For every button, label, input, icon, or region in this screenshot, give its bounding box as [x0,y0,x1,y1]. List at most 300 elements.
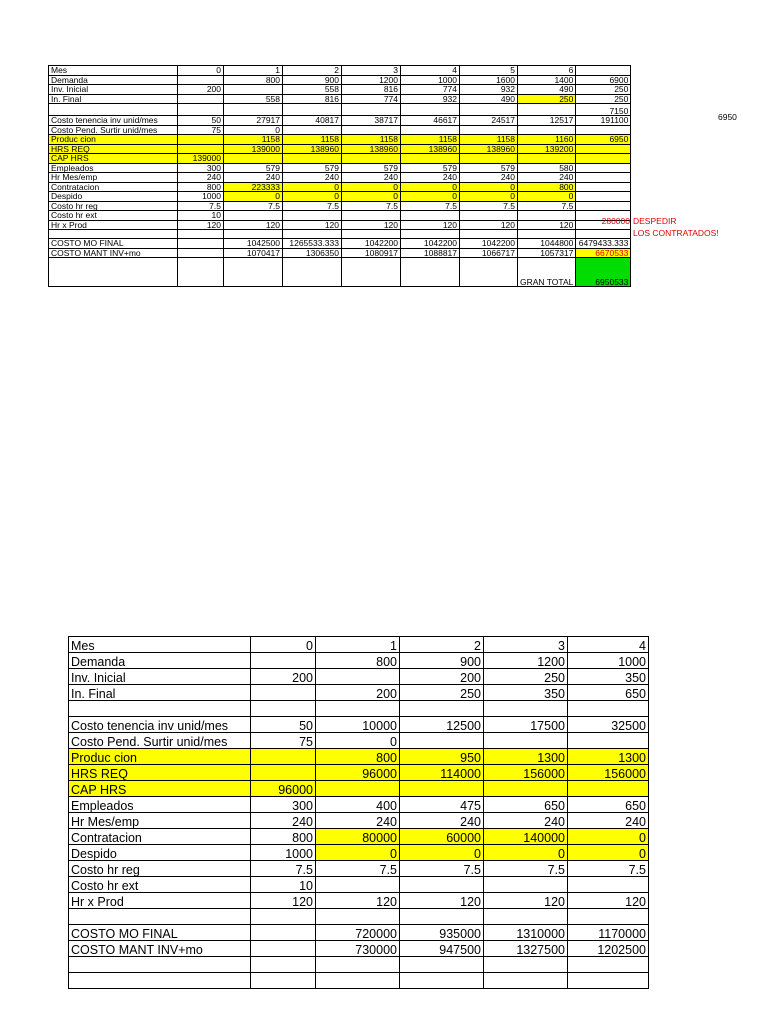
table-row [49,75,737,85]
table-cell: 1000 [401,75,460,85]
table-cell: 38717 [342,116,401,126]
table-cell: 27917 [224,116,283,126]
table-row [69,893,649,909]
table-row [69,653,649,669]
table-cell: 800 [316,653,400,669]
row-label: Costo hr reg [49,201,178,211]
table-cell: 200 [400,669,484,685]
table-cell [576,230,631,239]
table-cell [484,957,568,973]
table-cell [178,144,224,154]
table-cell: 240 [251,813,316,829]
table-cell: 7.5 [283,201,342,211]
table-row [49,144,737,154]
table-row [49,239,737,249]
table-cell: 120 [484,893,568,909]
row-label: Mes [49,66,178,76]
row-label: Empleados [49,163,178,173]
note-line-1: DESPEDIR [633,216,677,226]
table-cell [316,877,400,893]
table-cell: 579 [460,163,518,173]
table-cell: 120 [400,893,484,909]
table-cell: 139200 [518,144,576,154]
table-cell: 1160 [518,135,576,145]
table-cell: 240 [401,173,460,183]
table-row [69,829,649,845]
table-cell: 900 [283,75,342,85]
table-cell: 24517 [460,116,518,126]
row-label: Costo hr ext [49,211,178,221]
table-cell [518,230,576,239]
table-cell: 800 [316,749,400,765]
table-cell: 139000 [224,144,283,154]
table-cell: 1 [224,66,283,76]
table-cell [460,230,518,239]
row-label: Inv. Inicial [49,85,178,95]
table-cell: 12500 [400,717,484,733]
table-cell: 0 [401,192,460,202]
table-cell: 950 [400,749,484,765]
table-cell [224,85,283,95]
row-label: COSTO MO FINAL [49,239,178,249]
table-cell: 3 [342,66,401,76]
table-cell [342,125,401,135]
table-cell: 650 [568,797,649,813]
table-row [49,182,737,192]
table-cell: 240 [568,813,649,829]
table-cell: 1000 [251,845,316,861]
table-cell: 120 [568,893,649,909]
table-cell: 800 [224,75,283,85]
table-cell: 720000 [316,925,400,941]
row-label: Costo Pend. Surtir unid/mes [49,125,178,135]
table-cell [178,104,224,116]
production-plan-table-2 [68,636,649,989]
table-row [49,104,737,116]
table-cell: 0 [178,66,224,76]
table-cell: 200 [316,685,400,701]
row-label: Empleados [69,797,251,813]
note-line-2: LOS CONTRATADOS! [633,228,719,238]
table-row [69,685,649,701]
table-cell: 0 [224,192,283,202]
row-label [69,973,251,989]
table-cell: 1080917 [342,248,401,258]
table-cell: 3 [484,637,568,653]
table-cell: 1044800 [518,239,576,249]
table-cell: 1306350 [283,248,342,258]
table-cell [518,125,576,135]
table-cell: 0 [401,182,460,192]
table-cell: 250 [576,85,631,95]
table-cell: 1 [316,637,400,653]
table-cell: 579 [401,163,460,173]
row-label [69,701,251,717]
row-label: HRS REQ [69,765,251,781]
table-cell: 1202500 [568,941,649,957]
table-cell [342,104,401,116]
grand-total-label: GRAN TOTAL [518,258,576,287]
table-cell: 0 [251,637,316,653]
table-cell [251,765,316,781]
table-cell: 46617 [401,116,460,126]
table-row [69,701,649,717]
table-cell: 1200 [342,75,401,85]
table-cell: 932 [401,94,460,104]
table-cell: 2 [400,637,484,653]
row-label: COSTO MANT INV+mo [49,248,178,258]
row-label: Hr Mes/emp [49,173,178,183]
row-label: Costo tenencia inv unid/mes [69,717,251,733]
table-cell: 10000 [316,717,400,733]
table-cell [576,182,631,192]
table-cell: 6479433.333 [576,239,631,249]
table-cell: 250 [576,94,631,104]
table-cell [316,909,400,925]
table-cell: 7.5 [251,861,316,877]
table-row [69,717,649,733]
blank-cell [631,182,737,192]
table-row [69,941,649,957]
row-label: Produc cion [49,135,178,145]
table-cell: 75 [251,733,316,749]
table-cell: 800 [178,182,224,192]
table-cell: 7.5 [178,201,224,211]
row-label: Despido [49,192,178,202]
table-cell [224,211,283,221]
table-cell [484,909,568,925]
blank-cell [631,75,737,85]
table-cell: 900 [400,653,484,669]
table-cell [401,104,460,116]
row-label: CAP HRS [69,781,251,797]
table-cell: 96000 [316,765,400,781]
table-cell: 223333 [224,182,283,192]
table-cell [568,973,649,989]
table-cell [342,154,401,164]
table-cell: 300 [178,163,224,173]
table-cell [568,909,649,925]
table-cell [400,973,484,989]
blank-cell [631,94,737,104]
table-cell [283,211,342,221]
table-cell [283,104,342,116]
table-cell [224,154,283,164]
row-label: Demanda [69,653,251,669]
row-label: Produc cion [69,749,251,765]
table-cell: 240 [484,813,568,829]
table-row [49,135,737,145]
table-row [69,813,649,829]
table-row [69,797,649,813]
table-cell: 774 [401,85,460,95]
table-cell [178,75,224,85]
row-label [69,909,251,925]
row-label: In. Final [69,685,251,701]
table-cell: 475 [400,797,484,813]
row-label: Costo Pend. Surtir unid/mes [69,733,251,749]
table-cell: 300 [251,797,316,813]
blank-cell [631,125,737,135]
row-label: In. Final [49,94,178,104]
table-cell [400,909,484,925]
table-cell: 120 [316,893,400,909]
table-row [69,925,649,941]
blank-cell [631,201,737,211]
row-label: Contratacion [69,829,251,845]
table-cell: 200 [251,669,316,685]
table-cell: 138960 [460,144,518,154]
table-cell: 5 [460,66,518,76]
table-cell [484,701,568,717]
table-cell [251,925,316,941]
table-cell: 0 [316,733,400,749]
table-cell [316,701,400,717]
table-cell: 156000 [568,765,649,781]
table-cell [484,877,568,893]
blank-cell [631,144,737,154]
table-cell: 40817 [283,116,342,126]
table-cell: 1042200 [342,239,401,249]
table-cell: 0 [400,845,484,861]
table-row [69,669,649,685]
table-cell: 17500 [484,717,568,733]
blank-cell [631,154,737,164]
blank-cell [631,135,737,145]
table-cell: 1400 [518,75,576,85]
table-cell: 7.5 [484,861,568,877]
table-cell [251,685,316,701]
table-cell: 558 [224,94,283,104]
table-cell [342,211,401,221]
table-cell: 7.5 [400,861,484,877]
grand-total-row [49,258,737,287]
table-cell [401,154,460,164]
table-cell [576,154,631,164]
table-cell: 0 [283,192,342,202]
table-cell [460,211,518,221]
table-cell: 1158 [224,135,283,145]
table-cell: 240 [316,813,400,829]
table-row [69,861,649,877]
table-cell: 935000 [400,925,484,941]
table-cell [518,154,576,164]
grand-total-value: 6950533 [576,258,631,287]
table-cell: 0 [224,125,283,135]
table-cell [568,957,649,973]
table-cell [576,192,631,202]
table-cell: 120 [224,220,283,230]
table-cell: 0 [342,182,401,192]
table-cell [342,230,401,239]
table-cell: 138960 [342,144,401,154]
table-cell [576,201,631,211]
table-cell: 80000 [316,829,400,845]
table-cell [401,125,460,135]
row-label: Hr x Prod [49,220,178,230]
table-cell [484,781,568,797]
side-value: 6950 [718,112,737,122]
table-cell [576,125,631,135]
table-cell: 7.5 [460,201,518,211]
table-cell [224,104,283,116]
table-cell [460,104,518,116]
table-cell: 138960 [283,144,342,154]
table-cell: 240 [400,813,484,829]
table-cell: 7.5 [568,861,649,877]
table-row [49,85,737,95]
table-row [49,163,737,173]
table-cell: 0 [460,182,518,192]
row-label: HRS REQ [49,144,178,154]
table-cell: 1300 [568,749,649,765]
table-cell: 200 [178,85,224,95]
table-cell: 1000 [568,653,649,669]
table-cell [401,230,460,239]
table-cell: 7.5 [401,201,460,211]
table-row [69,733,649,749]
table-cell [568,733,649,749]
table-cell: 6 [518,66,576,76]
table-cell: 139000 [178,154,224,164]
table-cell: 75 [178,125,224,135]
table-cell: 6950 [576,135,631,145]
table-cell: 156000 [484,765,568,781]
table-cell: 650 [568,685,649,701]
table-row [69,637,649,653]
table-cell: 32500 [568,717,649,733]
table-cell [283,154,342,164]
table-cell: 114000 [400,765,484,781]
production-plan-table-1 [48,65,737,287]
table-cell: 6900 [576,75,631,85]
row-label: Costo hr ext [69,877,251,893]
blank-cell [631,239,737,249]
row-label: COSTO MO FINAL [69,925,251,941]
blank-cell [631,163,737,173]
table-cell: 579 [224,163,283,173]
row-label: CAP HRS [49,154,178,164]
table-cell [484,733,568,749]
table-cell [283,230,342,239]
row-label: Contratacion [49,182,178,192]
table-cell: 7.5 [224,201,283,211]
table-cell: 6670533 [576,248,631,258]
table-cell [568,877,649,893]
table-cell [400,781,484,797]
table-cell [283,125,342,135]
table-cell: 1300 [484,749,568,765]
row-label: COSTO MANT INV+mo [69,941,251,957]
table-cell [576,144,631,154]
table-cell: 4 [568,637,649,653]
table-cell: 1600 [460,75,518,85]
table-cell: 350 [484,685,568,701]
table-cell: 579 [342,163,401,173]
table-cell: 1158 [460,135,518,145]
table-cell: 138960 [401,144,460,154]
row-label [49,104,178,116]
table-cell: 730000 [316,941,400,957]
table-row [69,877,649,893]
table-cell: 0 [342,192,401,202]
table-cell: 250 [518,94,576,104]
blank-cell [631,173,737,183]
table-cell: 7.5 [518,201,576,211]
table-cell: 1042500 [224,239,283,249]
table-cell: 2 [283,66,342,76]
table-cell [251,957,316,973]
table-cell: 12517 [518,116,576,126]
table-row [69,957,649,973]
table-cell [316,781,400,797]
table-row [49,192,737,202]
table-row [69,749,649,765]
table-cell [251,701,316,717]
table-cell: 7.5 [316,861,400,877]
row-label: Inv. Inicial [69,669,251,685]
table-cell: 650 [484,797,568,813]
table-cell: 1158 [283,135,342,145]
table-row [49,116,737,126]
table-cell [518,211,576,221]
blank-cell [631,192,737,202]
table-cell [460,125,518,135]
table-cell: 1088817 [401,248,460,258]
table-cell [460,154,518,164]
note-value: 280000 [601,216,630,226]
table-row [49,125,737,135]
table-cell [251,909,316,925]
table-cell: 1000 [178,192,224,202]
table-cell: 120 [178,220,224,230]
table-row [49,154,737,164]
table-cell: 0 [460,192,518,202]
table-cell: 1057317 [518,248,576,258]
table-cell [568,701,649,717]
table-cell [576,163,631,173]
row-label: Despido [69,845,251,861]
table-cell: 50 [251,717,316,733]
row-label: Costo hr reg [69,861,251,877]
table-cell [316,957,400,973]
table-cell [178,239,224,249]
row-label: Demanda [49,75,178,85]
table-cell: 579 [283,163,342,173]
table-cell [401,211,460,221]
table-cell: 120 [283,220,342,230]
row-label [69,957,251,973]
table-row [49,248,737,258]
table-cell: 1200 [484,653,568,669]
table-row [69,973,649,989]
table-cell [224,230,283,239]
table-cell: 800 [251,829,316,845]
table-cell [316,669,400,685]
table-cell: 1042200 [460,239,518,249]
table-cell: 0 [316,845,400,861]
table-cell: 120 [401,220,460,230]
table-cell: 7150 [576,104,631,116]
table-cell [576,66,631,76]
table-cell [178,230,224,239]
table-cell: 1310000 [484,925,568,941]
table-cell [484,973,568,989]
row-label: Costo tenencia inv unid/mes [49,116,178,126]
table-cell: 240 [224,173,283,183]
table-cell: 250 [400,685,484,701]
table-row [49,201,737,211]
